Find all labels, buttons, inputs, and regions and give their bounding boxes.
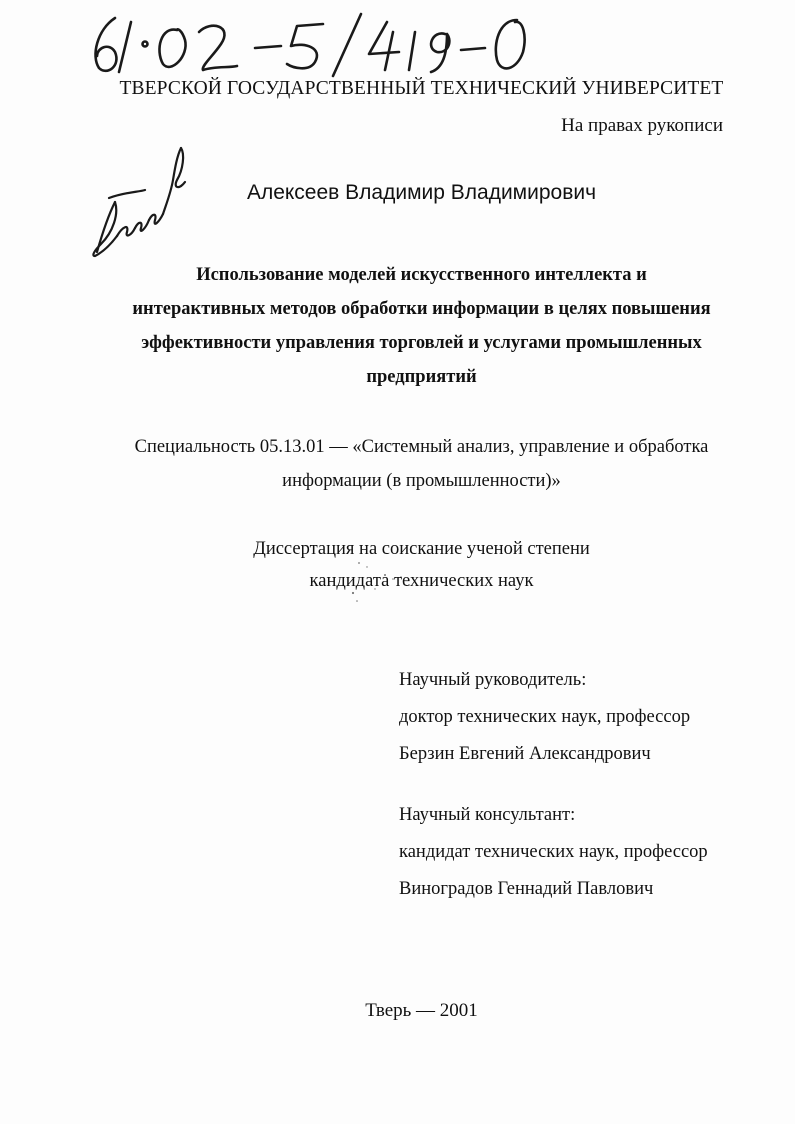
dissertation-title <box>105 258 738 394</box>
title-line: интерактивных методов обработки информации в целях повышения <box>132 299 711 319</box>
consultant-block <box>399 797 708 908</box>
supervisor-block <box>399 662 690 773</box>
specialty <box>95 430 748 498</box>
title-line: Использование моделей искусственного интеллекта и <box>196 265 647 285</box>
author-name: Алексеев Владимир Владимирович <box>246 181 597 204</box>
degree-line: Диссертация на соискание ученой степени <box>253 539 590 559</box>
title-line: предприятий <box>366 367 477 387</box>
specialty-line: информации (в промышленности)» <box>282 471 561 491</box>
handwritten-archive-code <box>85 8 535 80</box>
degree-line: кандидата технических наук <box>309 571 534 591</box>
supervisor-role: Научный руководитель: <box>399 670 587 690</box>
consultant-role: Научный консультант: <box>399 805 576 825</box>
supervisor-name: Берзин Евгений Александрович <box>399 744 651 764</box>
consultant-credentials: кандидат технических наук, профессор <box>399 842 708 862</box>
manuscript-note: На правах рукописи <box>561 115 723 136</box>
university-name: ТВЕРСКОЙ ГОСУДАРСТВЕННЫЙ ТЕХНИЧЕСКИЙ УНИВЕРСИТЕТ <box>119 78 724 99</box>
title-line: эффективности управления торговлей и услугами промышленных <box>141 333 702 353</box>
city-year: Тверь — 2001 <box>365 1000 478 1021</box>
supervisor-credentials: доктор технических наук, профессор <box>399 707 691 727</box>
consultant-name: Виноградов Геннадий Павлович <box>399 879 654 899</box>
degree-statement <box>160 533 683 597</box>
specialty-line: Специальность 05.13.01 — «Системный анализ, управление и обработка <box>134 437 709 457</box>
